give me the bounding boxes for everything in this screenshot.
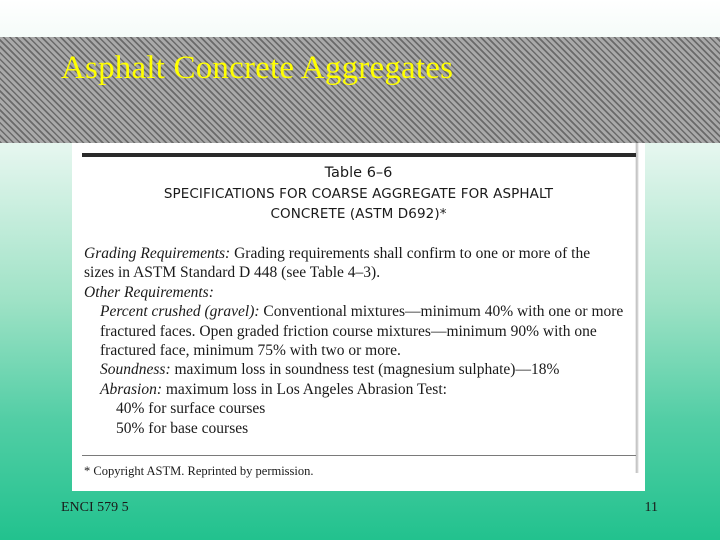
table-top-rule [82,153,636,157]
footer-page-number: 11 [644,500,658,515]
grading-line-1 [84,244,636,263]
crushed-text-1: Conventional mixtures—minimum 40% with one or more [259,303,624,321]
grading-text-1: Grading requirements shall confirm to one or more of the [230,245,591,262]
soundness-line [84,360,636,379]
soundness-text: maximum loss in soundness test (magnesium sulphate)—18% [170,361,560,379]
scanned-table-image [72,143,645,491]
table-footnote: * Copyright ASTM. Reprinted by permission. [84,464,314,478]
table-bottom-rule [82,455,636,456]
footer-course-code: ENCI 579 5 [61,500,129,515]
abrasion-base-line: 50% for base courses [116,419,249,437]
grading-line-2: sizes in ASTM Standard D 448 (see Table 4–3). [84,264,381,282]
slide-title: Asphalt Concrete Aggregates [61,50,454,86]
table-heading [72,184,645,224]
table-heading-line-1: SPECIFICATIONS FOR COARSE AGGREGATE FOR ASPHALT [163,186,554,202]
other-requirements-label: Other Requirements: [84,283,214,301]
abrasion-surface-line: 40% for surface courses [116,400,266,418]
crushed-line-2: fractured faces. Open graded friction course mixtures—minimum 90% with one [100,322,597,340]
abrasion-line [84,380,636,399]
table-body [84,244,636,438]
abrasion-text: maximum loss in Los Angeles Abrasion Test: [162,380,447,398]
soundness-label: Soundness: [100,361,171,379]
table-heading-line-2: CONCRETE (ASTM D692)* [270,206,447,222]
table-number: Table 6–6 [324,165,393,181]
crushed-line-1 [84,302,636,321]
crushed-line-3: fractured face, minimum 75% with two or more. [100,342,401,360]
abrasion-label: Abrasion: [100,380,162,398]
crushed-label: Percent crushed (gravel): [100,303,260,321]
grading-label: Grading Requirements: [84,245,231,262]
